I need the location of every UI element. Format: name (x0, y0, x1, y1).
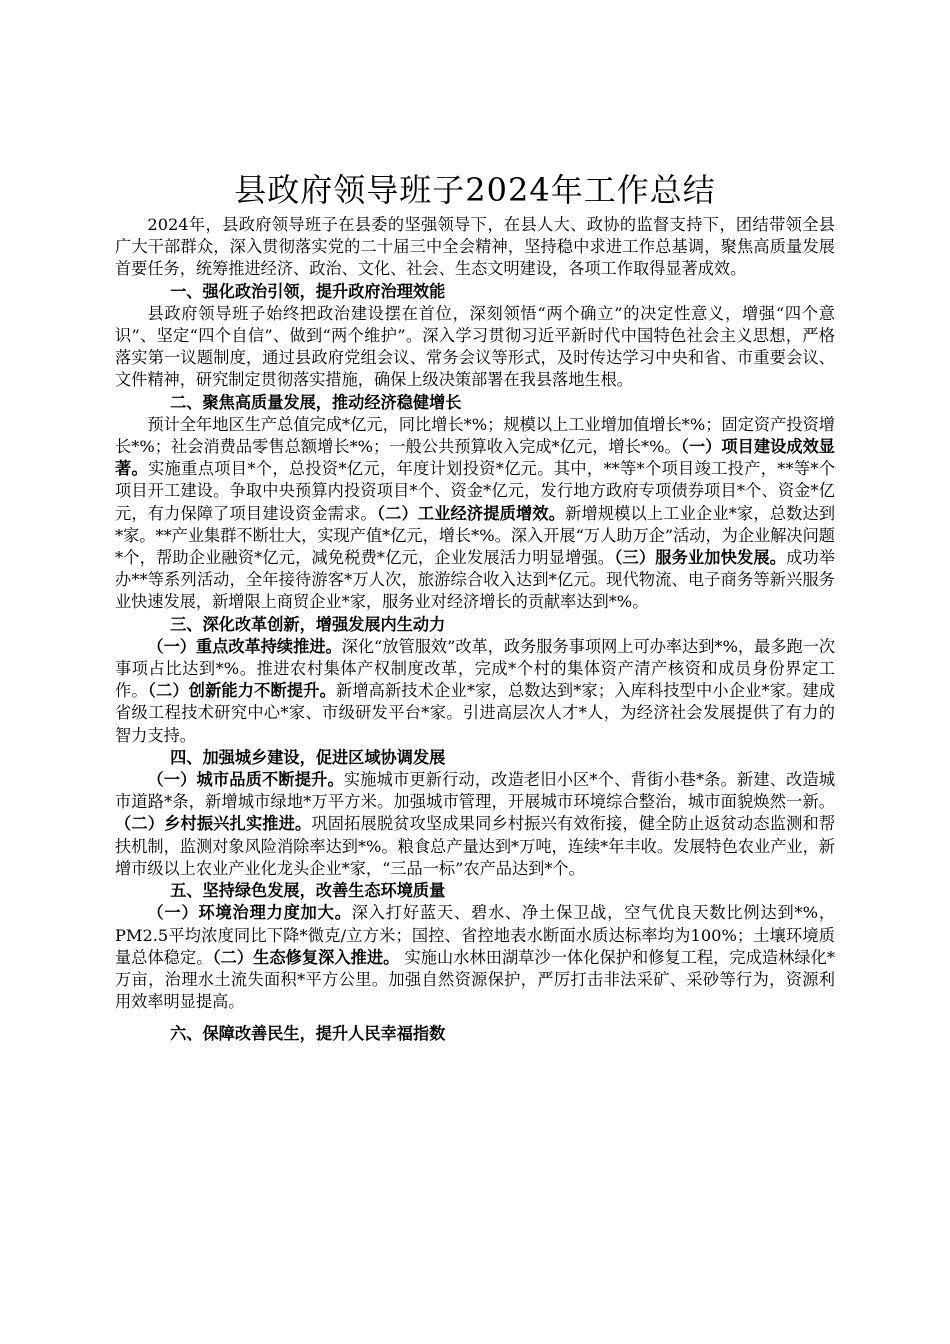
section-body-3 (115, 636, 835, 747)
section-heading-3: 三、深化改革创新，增强发展内生动力 (170, 614, 446, 634)
section-heading-6: 六、保障改善民生，提升人民幸福指数 (170, 1024, 446, 1044)
subheading-run: （一）环境治理力度加大。 (147, 903, 352, 923)
subheading-run: （三）服务业加快发展。 (614, 548, 787, 568)
section-body-1 (115, 303, 835, 392)
subheading-run: （二）生态修复深入推进。 (212, 947, 400, 967)
section-heading-1: 一、强化政治引领，提升政府治理效能 (170, 281, 446, 301)
document-page (115, 168, 835, 1046)
subheading-run: （二）工业经济提质增效。 (376, 503, 566, 523)
subheading-run: （二）创新能力不断提升。 (147, 681, 336, 701)
section-body-4 (115, 769, 835, 880)
section-body-5 (115, 902, 835, 1013)
subheading-run: （一）项目建设成效显著。 (115, 437, 835, 479)
text-run: 预计全年地区生产总值完成*亿元，同比增长*%；规模以上工业增加值增长*%；固定资产投资增长*%；社会消费品零售总额增长*%；一般公共预算收入完成*亿元，增长*%。 (115, 414, 835, 457)
subheading-run: （二）乡村振兴扎实推进。 (115, 814, 312, 834)
text-run: 新增规模以上工业企业*家，总数达到*家。**产业集群不断壮大，实现产值*亿元，增长*%。深入开展“万人助万企”活动，为企业解决问题*个，帮助企业融资*亿元，减免税费*亿元，企业发展活力明显增强。 (115, 503, 836, 568)
intro-paragraph: 2024年，县政府领导班子在县委的坚强领导下，在县人大、政协的监督支持下，团结带领全县广大干部群众，深入贯彻落实党的二十届三中全会精神，坚持稳中求进工作总基调，聚焦高质量发展首要任务，统筹推进经济、政治、文化、社会、生态文明建设，各项工作取得显著成效。 (115, 215, 835, 279)
section-body-2 (115, 414, 835, 614)
text-run: 县政府领导班子始终把政治建设摆在首位，深刻领悟“两个确立”的决定性意义，增强“四个意识”、坚定“四个自信”、做到“两个维护”。深入学习贯彻习近平新时代中国特色社会主义思想，严格落实第一议题制度，通过县政府党组会议、常务会议等形式，及时传达学习中央和省、市重要会议、文件精神，研究制定贯彻落实措施，确保上级决策部署在我县落地生根。 (115, 303, 835, 390)
subheading-run: （一）城市品质不断提升。 (147, 770, 344, 790)
section-heading-5: 五、坚持绿色发展，改善生态环境质量 (170, 881, 446, 901)
subheading-run: （一）重点改革持续推进。 (147, 636, 342, 656)
section-heading-4: 四、加强城乡建设，促进区域协调发展 (170, 747, 446, 767)
text-run: 新增高新技术企业*家，总数达到*家；入库科技型中小企业*家。建成省级工程技术研究中心*家、市级研发平台*家。引进高层次人才*人，为经济社会发展提供了有力的智力支持。 (115, 681, 836, 745)
document-title: 县政府领导班子2024年工作总结 (234, 171, 716, 209)
text-run: 巩固拓展脱贫攻坚成果同乡村振兴有效衔接，健全防止返贫动态监测和帮扶机制，监测对象风险消除率达到*%。粮食总产量达到*万吨，连续*年丰收。发展特色农业产业，新增市级以上农业产业化龙头企业*家，“三品一标”农产品达到*个。 (115, 814, 836, 878)
text-run: 成功举办**等系列活动，全年接待游客*万人次，旅游综合收入达到*亿元。现代物流、电子商务等新兴服务业快速发展，新增限上商贸企业*家，服务业对经济增长的贡献率达到*%。 (115, 548, 836, 612)
text-run: 深入打好蓝天、碧水、净土保卫战，空气优良天数比例达到*%，PM2.5平均浓度同比下降*微克/立方米；国控、省控地表水断面水质达标率均为100%；土壤环境质量总体稳定。 (115, 903, 836, 967)
text-run: 实施城市更新行动，改造老旧小区*个、背街小巷*条。新建、改造城市道路*条，新增城市绿地*万平方米。加强城市管理，开展城市环境综合整治，城市面貌焕然一新。 (115, 770, 836, 812)
section-heading-2: 二、聚焦高质量发展，推动经济稳健增长 (170, 392, 462, 412)
text-run: 实施山水林田湖草沙一体化保护和修复工程，完成造林绿化*万亩，治理水土流失面积*平方公里。加强自然资源保护，严厉打击非法采矿、采砂等行为，资源利用效率明显提高。 (115, 947, 835, 1012)
text-run: 实施重点项目*个，总投资*亿元，年度计划投资*亿元。其中，**等*个项目竣工投产，**等*个项目开工建设。争取中央预算内投资项目*个、资金*亿元，发行地方政府专项债券项目*个、资金*亿元，有力保障了项目建设资金需求。 (115, 459, 836, 523)
text-run: 深化“放管服效”改革，政务服务事项网上可办率达到*%，最多跑一次事项占比达到*%。推进农村集体产权制度改革，完成*个村的集体资产清产核资和成员身份界定工作。 (115, 636, 836, 701)
